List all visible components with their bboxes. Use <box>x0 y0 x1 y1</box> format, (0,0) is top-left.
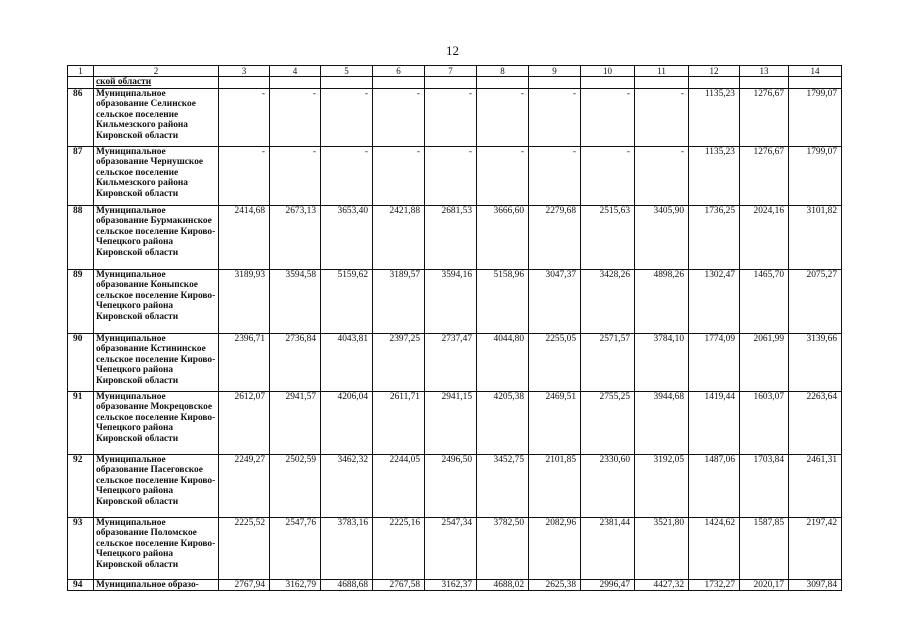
value-cell: 2225,16 <box>373 517 425 579</box>
value-cell: 2249,27 <box>219 454 270 517</box>
value-cell: - <box>581 146 635 205</box>
value-cell: 3162,79 <box>270 579 321 591</box>
table-row <box>68 269 842 333</box>
value-cell: 1135,23 <box>689 146 740 205</box>
table-row <box>68 88 842 146</box>
value-cell: 3521,80 <box>635 517 689 579</box>
continuation-row <box>68 77 842 89</box>
municipality-name-cell: Муниципальное образо- <box>94 579 219 591</box>
value-cell: - <box>270 88 321 146</box>
value-cell: - <box>635 146 689 205</box>
value-cell: 1465,70 <box>740 269 789 333</box>
value-cell: 3783,16 <box>321 517 373 579</box>
value-cell <box>477 77 529 89</box>
value-cell: 3162,37 <box>425 579 477 591</box>
value-cell: 2075,27 <box>789 269 842 333</box>
row-number-cell: 94 <box>68 579 94 591</box>
value-cell: 2020,17 <box>740 579 789 591</box>
column-header: 1 <box>68 66 94 77</box>
row-number-cell: 93 <box>68 517 94 579</box>
value-cell: 2996,47 <box>581 579 635 591</box>
value-cell: 1424,62 <box>689 517 740 579</box>
value-cell <box>635 77 689 89</box>
municipality-name-cell: Муниципальное образование Мокрецовское сельское поселение Кирово-Чепецкого района Кировской области <box>94 391 219 454</box>
column-header: 6 <box>373 66 425 77</box>
value-cell: 3139,66 <box>789 333 842 391</box>
row-number-cell: 88 <box>68 205 94 269</box>
value-cell: 4044,80 <box>477 333 529 391</box>
value-cell: 1419,44 <box>689 391 740 454</box>
value-cell: 2397,25 <box>373 333 425 391</box>
value-cell: 2469,51 <box>529 391 581 454</box>
value-cell: 1703,84 <box>740 454 789 517</box>
value-cell: 2263,64 <box>789 391 842 454</box>
value-cell: 2082,96 <box>529 517 581 579</box>
municipality-name-cell: Муниципальное образование Селинское сельское поселение Кильмезского района Кировской области <box>94 88 219 146</box>
value-cell <box>740 77 789 89</box>
value-cell: - <box>477 88 529 146</box>
column-header: 5 <box>321 66 373 77</box>
row-number-cell: 89 <box>68 269 94 333</box>
row-number-cell: 90 <box>68 333 94 391</box>
value-cell: 4898,26 <box>635 269 689 333</box>
value-cell: 3192,05 <box>635 454 689 517</box>
value-cell: - <box>321 146 373 205</box>
municipality-name-cell: Муниципальное образование Кстининское сельское поселение Кирово-Чепецкого района Кировской области <box>94 333 219 391</box>
value-cell: 4205,38 <box>477 391 529 454</box>
value-cell: 3666,60 <box>477 205 529 269</box>
data-table <box>67 65 842 591</box>
row-number-cell: 87 <box>68 146 94 205</box>
page-number: 12 <box>446 43 459 58</box>
value-cell: 5158,96 <box>477 269 529 333</box>
value-cell <box>581 77 635 89</box>
value-cell: 2381,44 <box>581 517 635 579</box>
municipality-name-cell: Муниципальное образование Поломское сельское поселение Кирово-Чепецкого района Кировской области <box>94 517 219 579</box>
column-header: 9 <box>529 66 581 77</box>
value-cell: 1487,06 <box>689 454 740 517</box>
value-cell: 2625,38 <box>529 579 581 591</box>
value-cell: 2244,05 <box>373 454 425 517</box>
value-cell: 4206,04 <box>321 391 373 454</box>
value-cell: 3097,84 <box>789 579 842 591</box>
value-cell: 2255,05 <box>529 333 581 391</box>
value-cell <box>425 77 477 89</box>
municipality-name-cell: Муниципальное образование Бурмакинское сельское поселение Кирово-Чепецкого района Кировской области <box>94 205 219 269</box>
value-cell: 2767,58 <box>373 579 425 591</box>
value-cell: 2767,94 <box>219 579 270 591</box>
value-cell: 3047,37 <box>529 269 581 333</box>
value-cell: - <box>270 146 321 205</box>
value-cell <box>219 77 270 89</box>
value-cell: 3462,32 <box>321 454 373 517</box>
column-header: 13 <box>740 66 789 77</box>
table-row <box>68 146 842 205</box>
value-cell: 2941,57 <box>270 391 321 454</box>
value-cell: 2279,68 <box>529 205 581 269</box>
value-cell: 1587,85 <box>740 517 789 579</box>
table-row <box>68 517 842 579</box>
value-cell: 3594,16 <box>425 269 477 333</box>
value-cell: 2461,31 <box>789 454 842 517</box>
municipality-name-cell: Муниципальное образование Коныпское сельское поселение Кирово-Чепецкого района Кировской области <box>94 269 219 333</box>
continuation-name-cell: ской области <box>94 77 219 89</box>
value-cell: 3784,10 <box>635 333 689 391</box>
column-header: 10 <box>581 66 635 77</box>
value-cell: - <box>425 146 477 205</box>
value-cell: 1135,23 <box>689 88 740 146</box>
value-cell: 2736,84 <box>270 333 321 391</box>
value-cell: 3189,93 <box>219 269 270 333</box>
value-cell: 2941,15 <box>425 391 477 454</box>
value-cell: 1302,47 <box>689 269 740 333</box>
row-number-cell: 86 <box>68 88 94 146</box>
value-cell: - <box>635 88 689 146</box>
value-cell: 4043,81 <box>321 333 373 391</box>
value-cell: 3594,58 <box>270 269 321 333</box>
row-number-cell: 92 <box>68 454 94 517</box>
municipality-name-cell: Муниципальное образование Пасеговское сельское поселение Кирово-Чепецкого района Кировской области <box>94 454 219 517</box>
value-cell: 1603,07 <box>740 391 789 454</box>
value-cell: - <box>219 88 270 146</box>
value-cell <box>321 77 373 89</box>
value-cell: 1276,67 <box>740 88 789 146</box>
column-header: 11 <box>635 66 689 77</box>
value-cell: 2396,71 <box>219 333 270 391</box>
value-cell: 2421,88 <box>373 205 425 269</box>
value-cell <box>373 77 425 89</box>
value-cell: - <box>425 88 477 146</box>
table-row <box>68 333 842 391</box>
value-cell: 2496,50 <box>425 454 477 517</box>
row-number-cell <box>68 77 94 89</box>
table-row <box>68 579 842 591</box>
value-cell: - <box>529 146 581 205</box>
value-cell: 3653,40 <box>321 205 373 269</box>
column-header: 14 <box>789 66 842 77</box>
value-cell: 1276,67 <box>740 146 789 205</box>
value-cell: 3428,26 <box>581 269 635 333</box>
value-cell: 2612,07 <box>219 391 270 454</box>
value-cell: 2681,53 <box>425 205 477 269</box>
value-cell: 2755,25 <box>581 391 635 454</box>
value-cell: - <box>219 146 270 205</box>
value-cell: 3405,90 <box>635 205 689 269</box>
column-header: 12 <box>689 66 740 77</box>
value-cell: 2515,63 <box>581 205 635 269</box>
value-cell: 3782,50 <box>477 517 529 579</box>
value-cell <box>529 77 581 89</box>
value-cell: - <box>321 88 373 146</box>
value-cell: - <box>529 88 581 146</box>
municipality-name-cell: Муниципальное образование Чернушское сельское поселение Кильмезского района Кировской области <box>94 146 219 205</box>
column-header: 8 <box>477 66 529 77</box>
value-cell: 1774,09 <box>689 333 740 391</box>
value-cell: 2225,52 <box>219 517 270 579</box>
value-cell: 5159,62 <box>321 269 373 333</box>
value-cell: 4688,68 <box>321 579 373 591</box>
value-cell: 2101,85 <box>529 454 581 517</box>
table-row <box>68 454 842 517</box>
value-cell: 1736,25 <box>689 205 740 269</box>
column-header: 2 <box>94 66 219 77</box>
value-cell: 3944,68 <box>635 391 689 454</box>
table-row <box>68 205 842 269</box>
value-cell: 4688,02 <box>477 579 529 591</box>
value-cell: 2673,13 <box>270 205 321 269</box>
value-cell: 2414,68 <box>219 205 270 269</box>
value-cell: - <box>581 88 635 146</box>
value-cell: 2571,57 <box>581 333 635 391</box>
value-cell: 2737,47 <box>425 333 477 391</box>
value-cell: 2197,42 <box>789 517 842 579</box>
value-cell: 1799,07 <box>789 88 842 146</box>
value-cell: - <box>373 88 425 146</box>
value-cell: 2024,16 <box>740 205 789 269</box>
column-header: 4 <box>270 66 321 77</box>
value-cell: 3452,75 <box>477 454 529 517</box>
value-cell: 1732,27 <box>689 579 740 591</box>
value-cell <box>270 77 321 89</box>
value-cell: 2547,76 <box>270 517 321 579</box>
column-header: 3 <box>219 66 270 77</box>
value-cell: 3101,82 <box>789 205 842 269</box>
row-number-cell: 91 <box>68 391 94 454</box>
value-cell: 2330,60 <box>581 454 635 517</box>
column-header: 7 <box>425 66 477 77</box>
value-cell: 2061,99 <box>740 333 789 391</box>
value-cell: 2502,59 <box>270 454 321 517</box>
value-cell: 1799,07 <box>789 146 842 205</box>
value-cell <box>689 77 740 89</box>
table-row <box>68 391 842 454</box>
value-cell: 2547,34 <box>425 517 477 579</box>
header-row <box>68 66 842 77</box>
value-cell: 3189,57 <box>373 269 425 333</box>
value-cell: 4427,32 <box>635 579 689 591</box>
value-cell: 2611,71 <box>373 391 425 454</box>
value-cell: - <box>373 146 425 205</box>
value-cell: - <box>477 146 529 205</box>
value-cell <box>789 77 842 89</box>
